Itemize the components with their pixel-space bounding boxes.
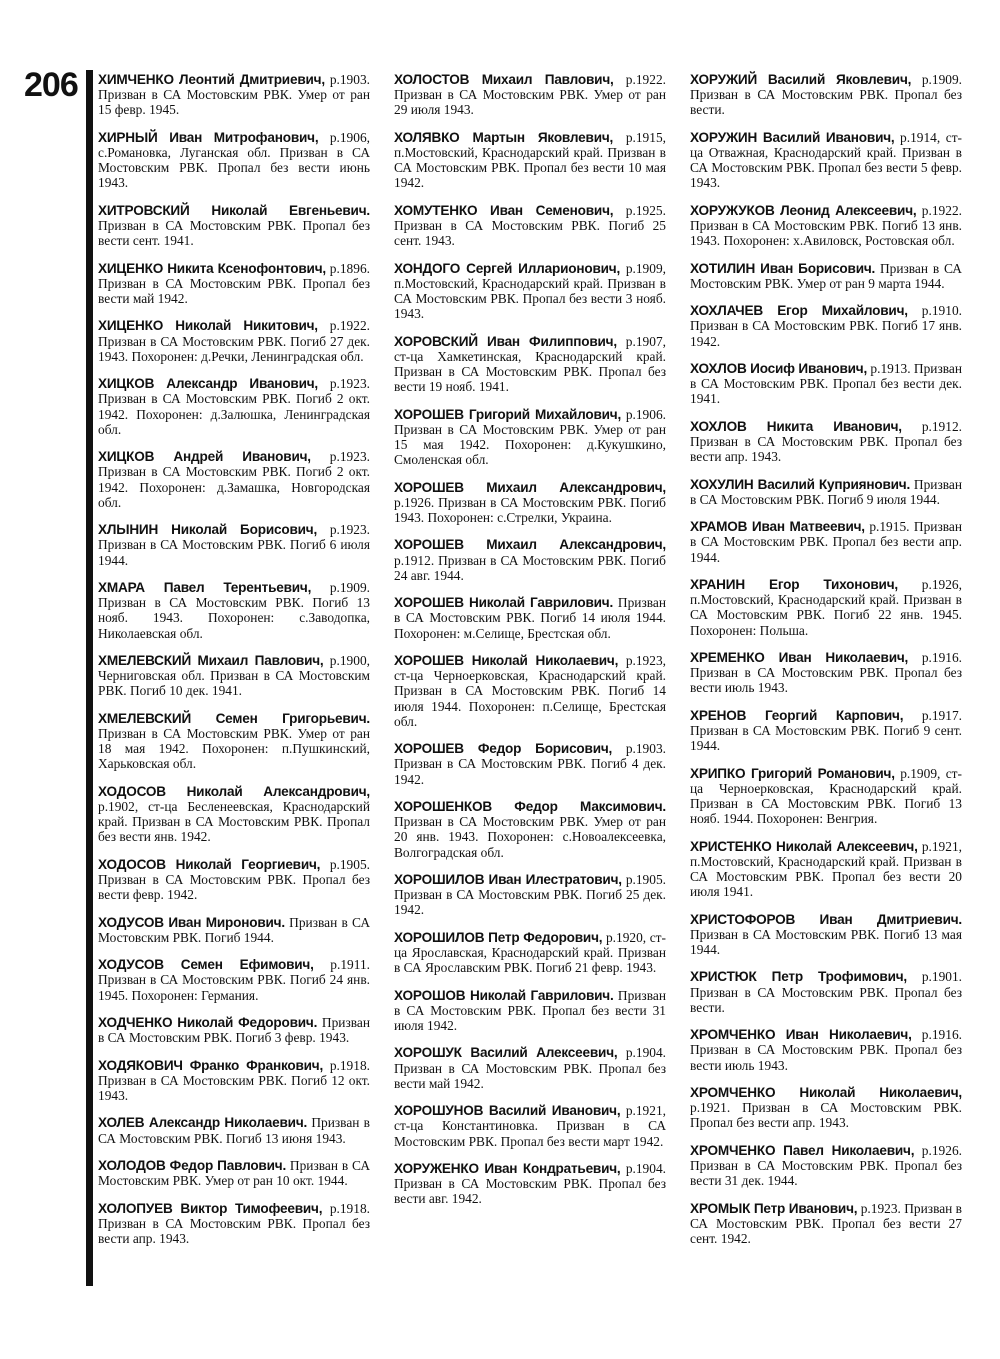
entry-details: Призван в СА Мостовским РВК. Погиб 9 июля 1944. [690,476,962,507]
list-entry [690,1085,962,1131]
entry-details: р.1904. Призван в СА Мостовским РВК. Пропал без вести май 1942. [394,1045,666,1091]
list-entry [690,766,962,827]
entry-name: ХРОМЫК Петр Иванович, [690,1200,858,1216]
entry-details: р.1921. Призван в СА Мостовским РВК. Пропал без вести апр. 1943. [690,1100,962,1131]
list-entry [690,72,962,118]
entry-name: ХРИПКО Григорий Романович, [690,765,895,781]
entry-name: ХОРОШЕВ Григорий Михайлович, [394,406,622,422]
entry-name: ХИЦКОВ Александр Иванович, [98,376,319,392]
entry-name: ХОРОШИЛОВ Петр Федорович, [394,929,603,945]
entry-name: ХОРУЖИЙ Василий Яковлевич, [690,72,912,87]
entry-name: ХОЛОСТОВ Михаил Павлович, [394,72,614,87]
list-entry [98,784,370,845]
list-entry [394,799,666,860]
list-entry [394,480,666,526]
entry-name: ХОРОШЕВ Федор Борисович, [394,741,613,757]
entry-name: ХРИСТОФОРОВ Иван Дмитриевич. [690,911,962,927]
entry-details: Призван в СА Мостовским РВК. Погиб 13 мая 1944. [690,926,962,957]
entry-details: р.1912. Призван в СА Мостовским РВК. Погиб 24 авг. 1944. [394,552,666,583]
entry-details: р.1923. Призван в СА Мостовским РВК. Погиб 2 окт. 1942. Похоронен: д.Залюшка, Ленинградская обл. [98,376,370,437]
column-2 [394,72,666,1219]
list-entry [690,130,962,191]
entry-name: ХОДУСОВ Иван Миронович. [98,914,285,930]
entry-name: ХОДОСОВ Николай Георгиевич, [98,856,321,872]
entry-name: ХРЕНОВ Георгий Карпович, [690,707,904,723]
entry-name: ХОРОШЕВ Михаил Александрович, [394,537,666,553]
entry-details: р.1923. Призван в СА Мостовским РВК. Погиб 2 окт. 1942. Похоронен: д.Замашка, Новгородская обл. [98,449,370,510]
list-entry [98,1115,370,1145]
list-entry [98,957,370,1003]
entry-details: р.1909, п.Мостовский, Краснодарский край. Призван в СА Мостовским РВК. Пропал без вести 3 нояб. 1943. [394,260,666,322]
list-entry [98,1058,370,1104]
list-entry [690,203,962,249]
entry-name: ХОРОШУК Василий Алексеевич, [394,1045,618,1061]
entry-details: р.1896. Призван в СА Мостовским РВК. Пропал без вести май 1942. [98,260,370,306]
list-entry [98,1201,370,1247]
entry-details: р.1916. Призван в СА Мостовским РВК. Пропал без вести июль 1943. [690,1027,962,1073]
entry-name: ХОДЯКОВИЧ Франко Франкович, [98,1057,324,1073]
entry-details: р.1906, с.Романовка, Луганская обл. Призван в СА Мостовским РВК. Пропал без вести июнь 1943. [98,129,370,191]
list-entry [98,653,370,699]
entry-name: ХОРОШЕВ Николай Николаевич, [394,652,619,668]
entry-details: Призван в СА Мостовским РВК. Пропал без вести сент. 1941. [98,218,370,249]
entry-name: ХОХЛОВ Никита Иванович, [690,418,902,434]
list-entry [690,577,962,638]
entry-name: ХИЦЕНКО Николай Никитович, [98,318,318,334]
entry-name: ХИЦКОВ Андрей Иванович, [98,449,311,465]
entry-details: Призван в СА Мостовским РВК. Погиб 14 июля 1944. Похоронен: м.Селище, Брестская обл. [394,595,666,641]
entry-details: р.1926. Призван в СА Мостовским РВК. Погиб 1943. Похоронен: с.Стрелки, Украина. [394,494,666,525]
entry-details: р.1901. Призван в СА Мостовским РВК. Пропал без вести. [690,969,962,1015]
list-entry [394,203,666,249]
entry-details: р.1922. Призван в СА Мостовским РВК. Умер от ран 29 июля 1943. [394,72,666,118]
entry-name: ХРЕМЕНКО Иван Николаевич, [690,649,909,665]
list-entry [690,912,962,958]
entry-name: ХОНДОГО Сергей Илларионович, [394,260,621,276]
entry-name: ХОЛОПУЕВ Виктор Тимофеевич, [98,1200,323,1216]
entry-details: Призван в СА Мостовским РВК. Пропал без вести 31 июля 1942. [394,987,666,1033]
entry-name: ХОТИЛИН Иван Борисович. [690,260,876,276]
list-entry [98,72,370,118]
entry-details: р.1905. Призван в СА Мостовским РВК. Погиб 25 дек. 1942. [394,871,666,918]
list-entry [394,1103,666,1149]
entry-name: ХОДУСОВ Семен Ефимович, [98,957,314,973]
list-entry [690,1201,962,1247]
list-entry [98,580,370,641]
entry-name: ХОРОШУНОВ Василий Иванович, [394,1103,621,1119]
list-entry [394,595,666,641]
entry-name: ХИЦЕНКО Никита Ксенофонтович, [98,260,326,276]
list-entry [394,988,666,1034]
entry-details: р.1913. Призван в СА Мостовским РВК. Пропал без вести дек. 1941. [690,360,962,407]
entry-details: р.1918. Призван в СА Мостовским РВК. Погиб 12 окт. 1943. [98,1057,370,1103]
list-entry [690,419,962,465]
entry-details: Призван в СА Мостовским РВК. Умер от ран 10 окт. 1944. [98,1157,370,1189]
entry-name: ХОРОШЕВ Михаил Александрович, [394,479,666,495]
entry-name: ХОДЧЕНКО Николай Федорович. [98,1014,318,1030]
entry-name: ХОРУЖУКОВ Леонид Алексеевич, [690,202,917,218]
list-entry [98,203,370,249]
entry-details: р.1926. Призван в СА Мостовским РВК. Пропал без вести 31 дек. 1944. [690,1142,962,1189]
entry-name: ХОРУЖЕНКО Иван Кондратьевич, [394,1160,621,1176]
list-entry [690,519,962,565]
entry-name: ХРОМЧЕНКО Павел Николаевич, [690,1142,915,1158]
entry-details: р.1922. Призван в СА Мостовским РВК. Погиб 27 дек. 1943. Похоронен: д.Речки, Ленинградская обл. [98,318,370,364]
entry-name: ХОДОСОВ Николай Александрович, [98,783,370,799]
entry-details: р.1915, п.Мостовский, Краснодарский край. Призван в СА Мостовским РВК. Пропал без вести 10 мая 1942. [394,129,666,191]
list-entry [690,650,962,696]
entry-name: ХОМУТЕНКО Иван Семенович, [394,202,614,218]
entry-details: Призван в СА Мостовским РВК. Погиб 1944. [98,914,370,945]
entry-name: ХМЕЛЕВСКИЙ Семен Григорьевич. [98,710,370,726]
entry-details: р.1917. Призван в СА Мостовским РВК. Погиб 9 сент. 1944. [690,707,962,754]
entry-details: р.1911. Призван в СА Мостовским РВК. Погиб 24 янв. 1945. Похоронен: Германия. [98,957,370,1003]
list-entry [690,261,962,291]
entry-details: Призван в СА Мостовским РВК. Погиб 13 июня 1943. [98,1115,370,1146]
entry-details: Призван в СА Мостовским РВК. Погиб 3 февр. 1943. [98,1014,370,1046]
list-entry [98,522,370,568]
entry-details: р.1921, п.Мостовский, Краснодарский край. Призван в СА Мостовским РВК. Пропал без вести 20 июля 1941. [690,838,962,900]
entry-name: ХРОМЧЕНКО Иван Николаевич, [690,1027,912,1043]
list-entry [394,72,666,118]
list-entry [394,407,666,468]
entry-details: р.1902, ст-ца Бесленеевская, Краснодарский край. Призван в СА Мостовским РВК. Пропал без вести янв. 1942. [98,798,370,845]
list-entry [98,1158,370,1188]
list-entry [394,872,666,918]
list-entry [98,376,370,437]
entry-name: ХОРОШИЛОВ Иван Илестратович, [394,871,622,887]
entry-name: ХИРНЫЙ Иван Митрофанович, [98,129,319,145]
entry-details: р.1915. Призван в СА Мостовским РВК. Пропал без вести апр. 1944. [690,519,962,565]
list-entry [394,334,666,395]
list-entry [394,930,666,976]
entry-details: р.1923, ст-ца Черноерковская, Краснодарский край. Призван в СА Мостовским РВК. Погиб 14 июля 1944. Похоронен: п.Селище, Брестская обл. [394,652,666,729]
entry-name: ХОРУЖИН Василий Иванович, [690,129,895,145]
entry-details: Призван в СА Мостовским РВК. Умер от ран 20 янв. 1943. Похоронен: с.Новоалексеевка, Волгоградская обл. [394,814,666,860]
entry-name: ХРАНИН Егор Тихонович, [690,576,898,592]
entry-name: ХИМЧЕНКО Леонтий Дмитриевич, [98,72,325,87]
entry-details: р.1909. Призван в СА Мостовским РВК. Пропал без вести. [690,72,962,118]
entry-name: ХОРОВСКИЙ Иван Филиппович, [394,333,617,349]
list-entry [394,261,666,322]
entry-details: р.1923. Призван в СА Мостовским РВК. Пропал без вести 27 сент. 1942. [690,1200,963,1246]
entry-name: ХИТРОВСКИЙ Николай Евгеньевич. [98,202,370,218]
entry-details: р.1910. Призван в СА Мостовским РВК. Погиб 17 янв. 1942. [690,303,962,349]
list-entry [98,318,370,364]
list-entry [690,477,962,507]
entry-details: р.1907, ст-ца Хамкетинская, Краснодарский край. Призван в СА Мостовским РВК. Пропал без вести 19 нояб. 1941. [394,333,666,395]
entry-details: р.1914, ст-ца Отважная, Краснодарский край. Призван в СА Мостовским РВК. Пропал без вести 5 февр. 1943. [690,129,963,191]
list-entry [98,857,370,903]
column-1 [98,72,370,1258]
entry-details: р.1923. Призван в СА Мостовским РВК. Погиб 6 июля 1944. [98,522,370,568]
entry-details: р.1920, ст-ца Ярославская, Краснодарский край. Призван в СА Ярославским РВК. Погиб 21 февр. 1943. [394,929,666,976]
entry-details: Призван в СА Мостовским РВК. Умер от ран 18 мая 1942. Похоронен: п.Пушкинский, Харьковская обл. [98,725,370,772]
list-entry [394,130,666,191]
list-entry [98,130,370,191]
entry-name: ХРАМОВ Иван Матвеевич, [690,519,865,535]
entry-details: р.1916. Призван в СА Мостовским РВК. Пропал без вести июль 1943. [690,649,962,696]
list-entry [394,653,666,729]
list-entry [98,1015,370,1045]
page-number: 206 [24,66,78,104]
list-entry [690,708,962,754]
list-entry [98,915,370,945]
entry-details: р.1909, ст-ца Черноерковская, Краснодарский край. Призван в СА Мостовским РВК. Погиб 13 нояб. 1944. Похоронен: Венгрия. [690,765,962,827]
entry-details: р.1904. Призван в СА Мостовским РВК. Пропал без вести авг. 1942. [394,1160,666,1207]
entry-details: р.1900, Черниговская обл. Призван в СА Мостовским РВК. Погиб 10 дек. 1941. [98,652,370,699]
list-entry [690,839,962,900]
entry-details: р.1925. Призван в СА Мостовским РВК. Погиб 25 сент. 1943. [394,202,666,249]
entry-details: р.1905. Призван в СА Мостовским РВК. Пропал без вести февр. 1942. [98,856,370,903]
list-entry [394,537,666,583]
entry-details: р.1921, ст-ца Константиновка. Призван в СА Мостовским РВК. Пропал без вести март 1942. [394,1103,666,1149]
entry-details: р.1912. Призван в СА Мостовским РВК. Пропал без вести апр. 1943. [690,418,962,465]
list-entry [690,361,962,407]
entry-details: р.1906. Призван в СА Мостовским РВК. Умер от ран 15 мая 1942. Похоронен: д.Кукушкино, Смоленская обл. [394,406,666,468]
entry-name: ХОЛЯВКО Мартын Яковлевич, [394,129,614,145]
entry-name: ХОЛОДОВ Федор Павлович. [98,1157,287,1173]
entry-name: ХОХУЛИН Василий Куприянович. [690,476,911,492]
entry-details: р.1918. Призван в СА Мостовским РВК. Пропал без вести апр. 1943. [98,1200,370,1246]
entry-details: р.1909. Призван в СА Мостовским РВК. Погиб 13 нояб. 1943. Похоронен: с.Заводопка, Николаевская обл. [98,579,370,641]
entry-name: ХРИСТЕНКО Николай Алексеевич, [690,838,918,854]
margin-rule [86,70,93,1286]
entry-name: ХЛЫНИН Николай Борисович, [98,522,318,538]
list-entry [394,741,666,787]
list-entry [98,711,370,772]
column-3 [690,72,962,1258]
entry-name: ХОХЛОВ Иосиф Иванович, [690,360,868,376]
list-entry [394,1161,666,1207]
list-entry [690,969,962,1015]
entry-name: ХОХЛАЧЕВ Егор Михайлович, [690,303,908,319]
entry-name: ХРОМЧЕНКО Николай Николаевич, [690,1084,962,1100]
entry-details: р.1903. Призван в СА Мостовским РВК. Умер от ран 15 февр. 1945. [98,72,370,118]
list-entry [394,1045,666,1091]
list-entry [690,1027,962,1073]
list-entry [98,261,370,307]
list-entry [98,449,370,510]
entry-details: р.1922. Призван в СА Мостовским РВК. Погиб 13 янв. 1943. Похоронен: х.Авиловск, Ростовская обл. [690,202,962,249]
entry-name: ХМЕЛЕВСКИЙ Михаил Павлович, [98,652,324,668]
entry-name: ХОЛЕВ Александр Николаевич. [98,1115,308,1131]
list-entry [690,303,962,349]
entry-name: ХМАРА Павел Терентьевич, [98,579,312,595]
entry-details: р.1926, п.Мостовский, Краснодарский край. Призван в СА Мостовским РВК. Погиб 22 янв. 1945. Похоронен: Польша. [690,576,962,638]
entry-name: ХОРОШОВ Николай Гаврилович. [394,987,614,1003]
entry-name: ХРИСТЮК Петр Трофимович, [690,969,908,985]
entry-details: р.1903. Призван в СА Мостовским РВК. Погиб 4 дек. 1942. [394,741,666,787]
entry-name: ХОРОШЕНКОВ Федор Максимович. [394,798,666,814]
entry-name: ХОРОШЕВ Николай Гаврилович. [394,595,614,611]
entry-details: Призван в СА Мостовским РВК. Умер от ран 9 марта 1944. [690,260,962,291]
list-entry [690,1143,962,1189]
